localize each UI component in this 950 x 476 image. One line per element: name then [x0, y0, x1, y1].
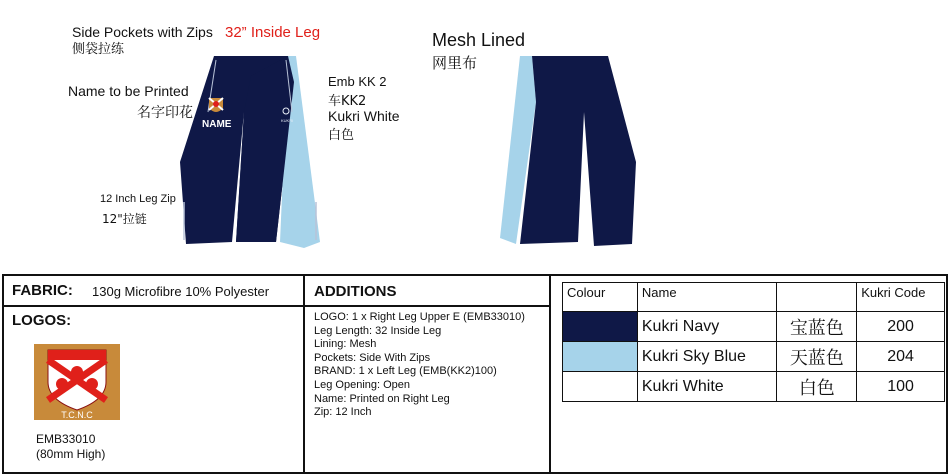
additions-line: Pockets: Side With Zips: [314, 351, 431, 364]
logo-size: (80mm High): [36, 447, 106, 461]
colour-code: 100: [857, 372, 945, 402]
name-header: Name: [637, 283, 777, 312]
additions-line: Leg Length: 32 Inside Leg: [314, 324, 442, 337]
additions-line: Lining: Mesh: [314, 338, 377, 351]
back-leg: [520, 56, 636, 246]
colour-header: Colour: [563, 283, 638, 312]
colour-swatch: [563, 312, 638, 342]
table-row: [563, 312, 945, 342]
colour-code: 204: [857, 342, 945, 372]
additions-line: LOGO: 1 x Right Leg Upper E (EMB33010): [314, 311, 525, 323]
fabric-label: FABRIC:: [12, 282, 73, 299]
colour-name: Kukri White: [637, 372, 777, 402]
colour-name-cn: 白色: [777, 372, 857, 402]
code-header: Kukri Code: [857, 283, 945, 312]
colour-swatch: [563, 372, 638, 402]
front-print-name: NAME: [202, 119, 232, 130]
colour-name: Kukri Navy: [637, 312, 777, 342]
leg-zip-label: 12 Inch Leg Zip: [100, 193, 176, 205]
tcnc-crest-icon: [34, 344, 120, 420]
colour-name: Kukri Sky Blue: [637, 342, 777, 372]
table-row: [563, 342, 945, 372]
colour-name-cn: 宝蓝色: [777, 312, 857, 342]
logo-code: EMB33010: [36, 432, 96, 446]
kukri-white-label: Kukri White: [328, 108, 400, 124]
kukri-white-label-cn: 白色: [328, 128, 355, 143]
inside-leg-label: 32” Inside Leg: [225, 24, 321, 41]
colour-name-cn: 天蓝色: [777, 342, 857, 372]
trousers-front-illustration: [176, 52, 326, 252]
fabric-value: 130g Microfibre 10% Polyester: [92, 284, 270, 299]
front-crest-icon: [209, 98, 223, 112]
additions-list: [314, 311, 525, 420]
side-pockets-label: Side Pockets with Zips: [72, 24, 213, 40]
additions-line: Zip: 12 Inch: [314, 406, 372, 419]
colour-table: [562, 282, 945, 402]
leg-zip-label-cn: 12"拉链: [102, 212, 147, 226]
spec-sheet: [2, 274, 948, 474]
colour-table-header: [563, 283, 945, 312]
colour-swatch: [563, 342, 638, 372]
name-print-label: Name to be Printed: [68, 83, 189, 99]
name-print-label-cn: 名字印花: [137, 105, 193, 121]
side-pockets-label-cn: 侧袋拉练: [72, 42, 125, 57]
trousers-back-illustration: [496, 52, 642, 252]
additions-line: BRAND: 1 x Left Leg (EMB(KK2)100): [314, 365, 497, 378]
mesh-lined-label-cn: 网里布: [432, 54, 478, 72]
svg-text:KUKRI: KUKRI: [281, 118, 294, 123]
additions-title: ADDITIONS: [314, 283, 397, 300]
mesh-lined-label: Mesh Lined: [432, 30, 526, 50]
emb-label-cn: 车KK2: [328, 94, 367, 109]
cn-header: [777, 283, 857, 312]
svg-text:T.C.N.C: T.C.N.C: [61, 410, 93, 420]
additions-line: Name: Printed on Right Leg: [314, 392, 450, 405]
logos-label: LOGOS:: [12, 312, 72, 329]
additions-line: Leg Opening: Open: [314, 378, 411, 391]
table-row: [563, 372, 945, 402]
colour-code: 200: [857, 312, 945, 342]
emb-label: Emb KK 2: [328, 74, 387, 89]
